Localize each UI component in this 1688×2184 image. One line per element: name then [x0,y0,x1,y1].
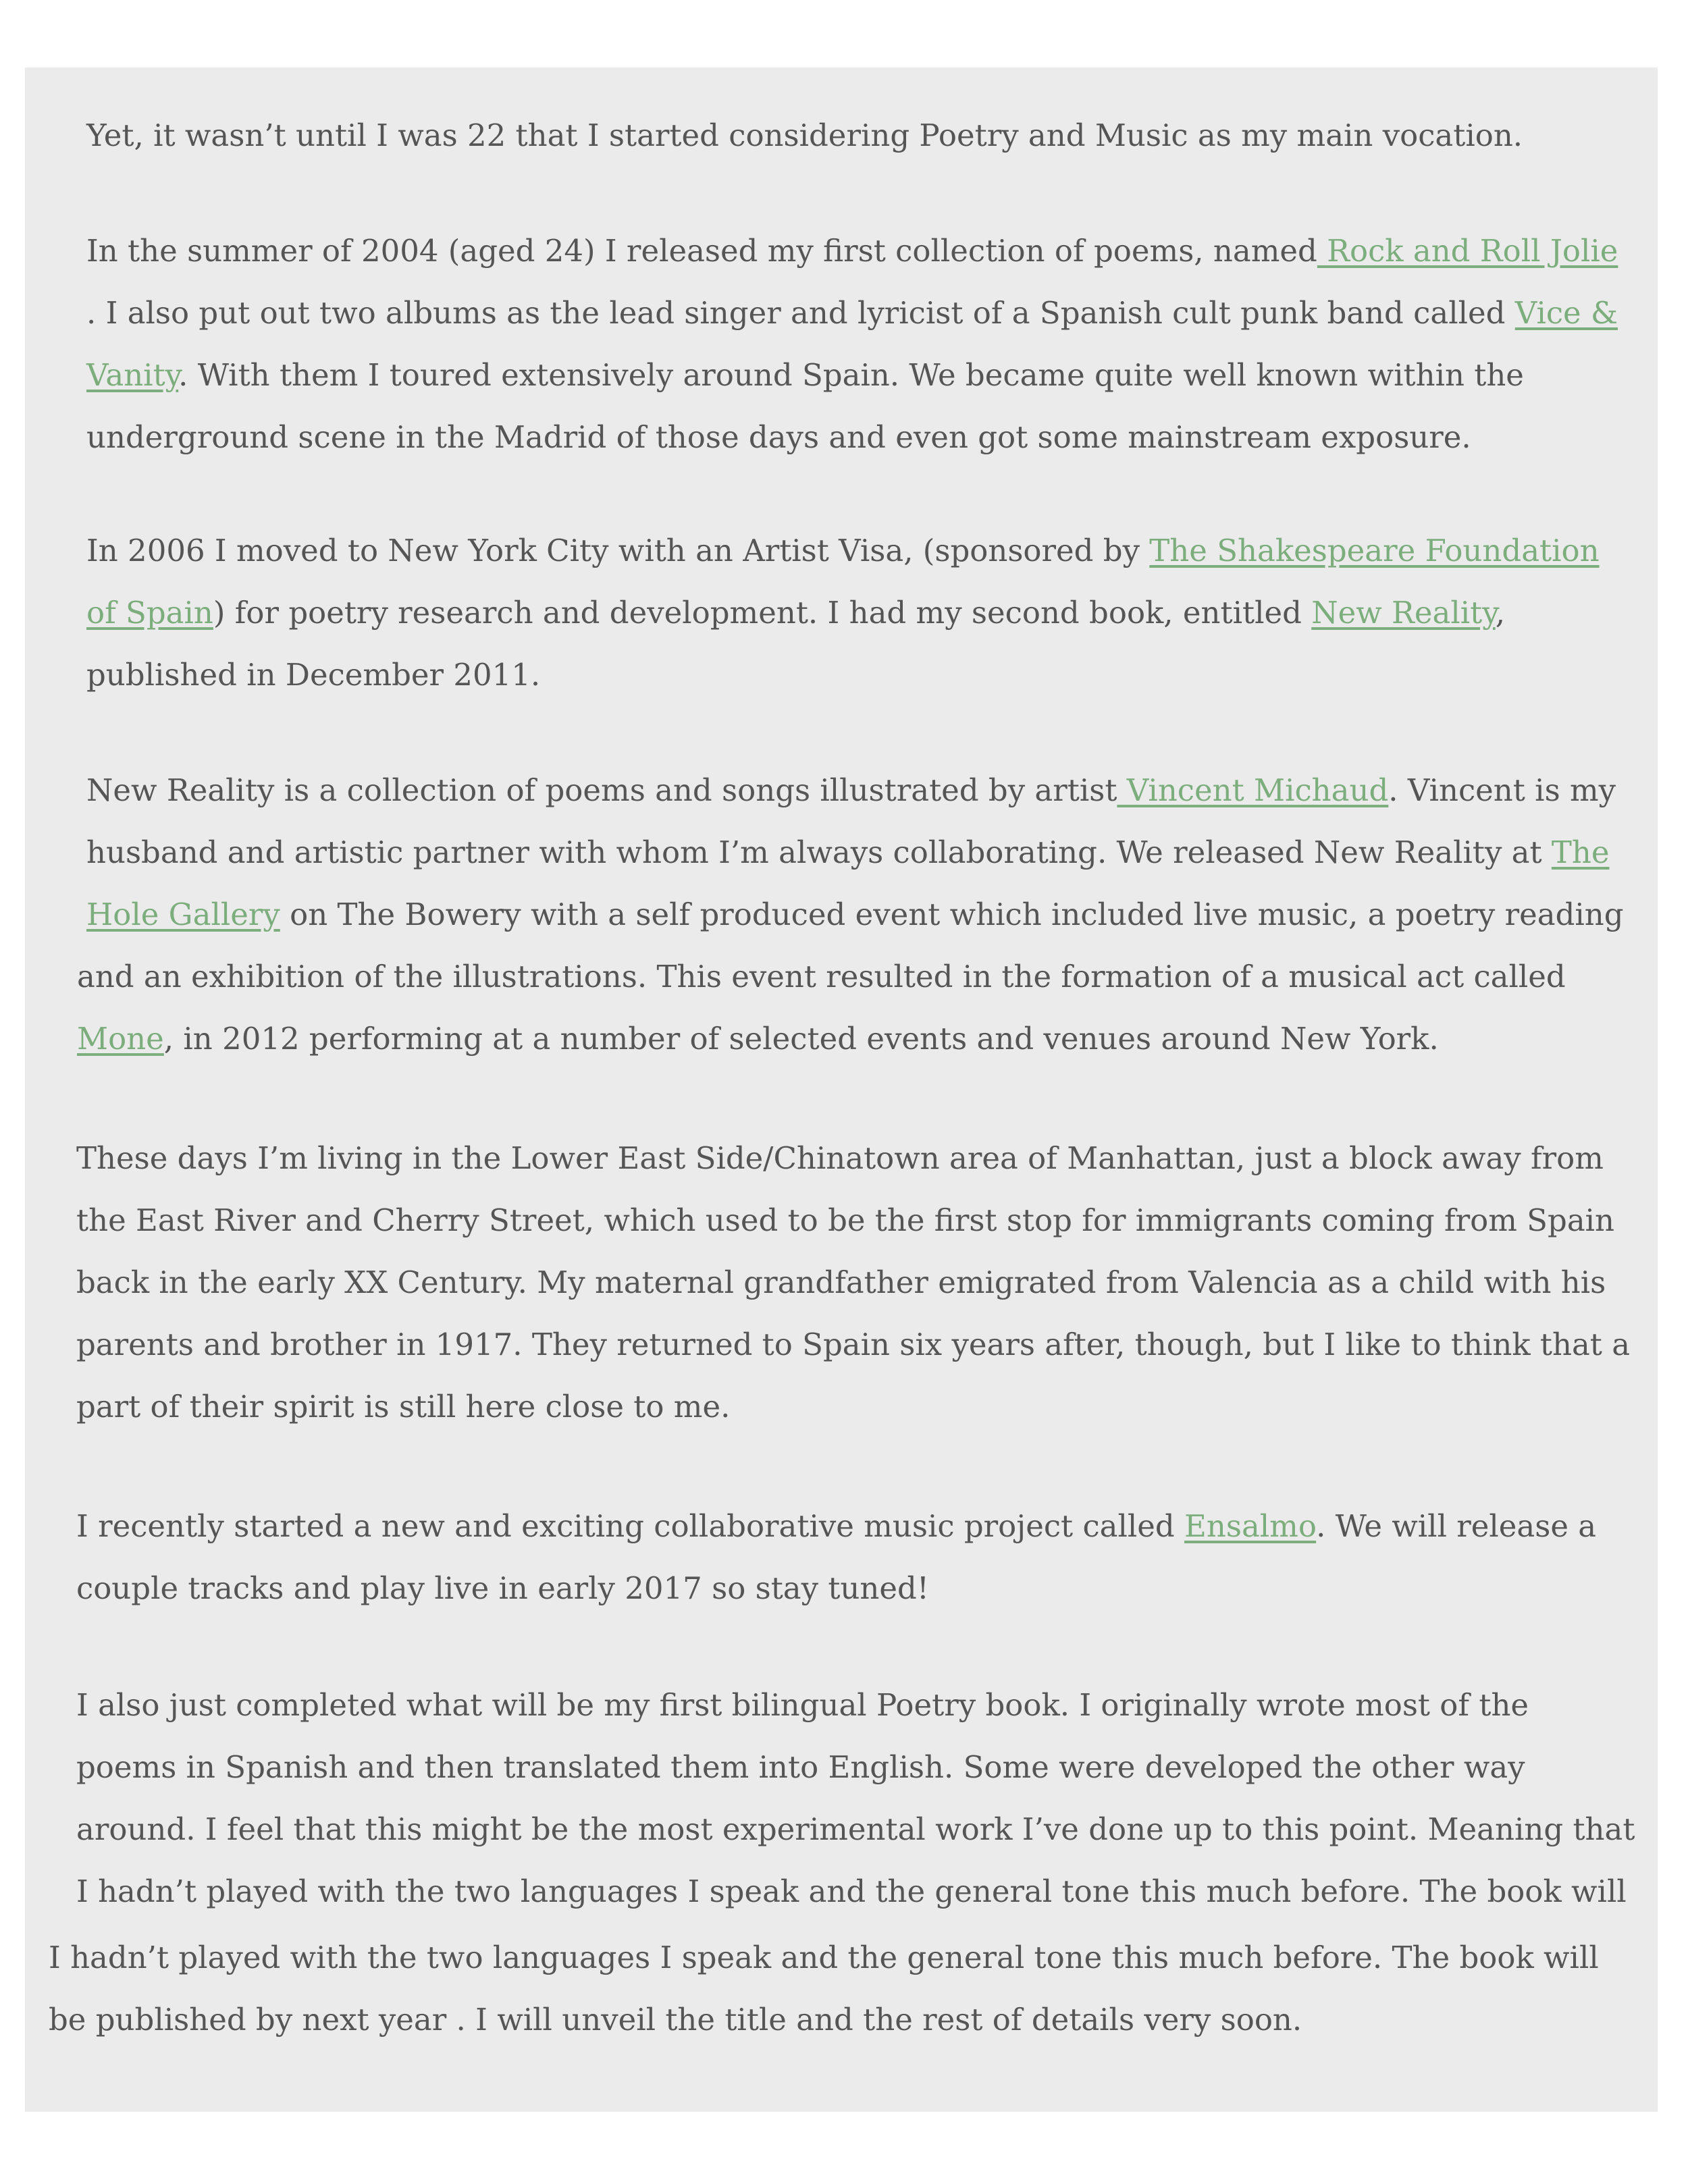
text-line: I also just completed what will be my first bilingual Poetry book. I originally wrote most of the [76,1687,1529,1723]
link-hole-gallery[interactable]: The [1551,834,1610,870]
text-line: underground scene in the Madrid of those days and even got some mainstream exposure. [86,419,1471,455]
paragraph-new-york [86,520,1600,706]
text-line [76,1495,1596,1557]
text-line: I hadn’t played with the two languages I speak and the general tone this much before. The book will [49,1940,1599,1975]
paragraph-new-reality [77,760,1624,1070]
text-line [86,822,1624,884]
text-line: Yet, it wasn’t until I was 22 that I started considering Poetry and Music as my main vocation. [86,117,1523,153]
link-shakespeare-foundation[interactable]: The Shakespeare Foundation [1149,533,1600,568]
text-segment: ) for poetry research and development. I had my second book, entitled [213,595,1312,631]
text-line: be published by next year . I will unveil the title and the rest of details very soon. [49,2002,1302,2037]
paragraph-first-collection [86,220,1618,469]
link-vice-and-vanity[interactable]: Vanity [86,357,179,393]
text-segment: In 2006 I moved to New York City with an Artist Visa, (sponsored by [86,533,1150,568]
text-line [86,582,1600,644]
link-vincent-michaud[interactable]: Vincent Michaud [1117,772,1389,808]
paragraph-bilingual-book [76,1674,1635,1923]
paragraph-lower-east-side [76,1127,1630,1438]
link-rock-and-roll-jolie[interactable]: Rock and Roll Jolie [1317,233,1618,269]
link-vice-and-vanity[interactable]: Vice & [1514,295,1618,331]
text-segment: , [1495,595,1506,631]
text-line [86,884,1624,946]
text-line: couple tracks and play live in early 2017 so stay tuned! [76,1570,929,1606]
text-segment: , in 2012 performing at a number of selected events and venues around New York. [163,1021,1439,1057]
text-segment: . With them I toured extensively around Spain. We became quite well known within the [178,357,1524,393]
link-shakespeare-foundation[interactable]: of Spain [86,595,213,631]
text-segment: I recently started a new and exciting collaborative music project called [76,1508,1185,1544]
text-line: published in December 2011. [86,657,541,693]
text-line: and an exhibition of the illustrations. This event resulted in the formation of a musical act called [77,959,1566,994]
text-line: poems in Spanish and then translated them into English. Some were developed the other way [76,1749,1525,1785]
paragraph-ensalmo [76,1495,1596,1620]
link-mone[interactable]: Mone [77,1021,164,1057]
text-segment: husband and artistic partner with whom I’m always collaborating. We released New Reality at [86,834,1552,870]
text-line: around. I feel that this might be the most experimental work I’ve done up to this point. Meaning that [76,1811,1635,1847]
text-segment: . We will release a [1316,1508,1597,1544]
link-hole-gallery[interactable]: Hole Gallery [86,897,280,932]
paragraph-publication [49,1927,1599,2051]
text-line: These days I’m living in the Lower East Side/Chinatown area of Manhattan, just a block away from [76,1140,1604,1176]
text-line: part of their spirit is still here close to me. [76,1389,731,1424]
text-line: back in the early XX Century. My maternal grandfather emigrated from Valencia as a child with his [76,1264,1606,1300]
text-line: the East River and Cherry Street, which used to be the first stop for immigrants coming from Spain [76,1202,1615,1238]
text-line [86,282,1618,344]
text-segment: New Reality is a collection of poems and songs illustrated by artist [86,772,1117,808]
text-segment: . I also put out two albums as the lead singer and lyricist of a Spanish cult punk band called [86,295,1515,331]
text-line [86,520,1600,582]
text-segment: . Vincent is my [1388,772,1616,808]
text-line: parents and brother in 1917. They returned to Spain six years after, though, but I like to think that a [76,1327,1631,1362]
text-line: I hadn’t played with the two languages I speak and the general tone this much before. The book will [76,1873,1627,1909]
text-line [86,220,1618,282]
text-segment: on The Bowery with a self produced event which included live music, a poetry reading [280,897,1624,932]
link-new-reality[interactable]: New Reality [1311,595,1496,631]
text-line [86,760,1624,822]
text-segment: In the summer of 2004 (aged 24) I released my first collection of poems, named [86,233,1317,269]
text-line [77,1008,1624,1070]
paragraph-vocation [86,105,1523,167]
link-ensalmo[interactable]: Ensalmo [1184,1508,1317,1544]
text-line [86,344,1618,406]
